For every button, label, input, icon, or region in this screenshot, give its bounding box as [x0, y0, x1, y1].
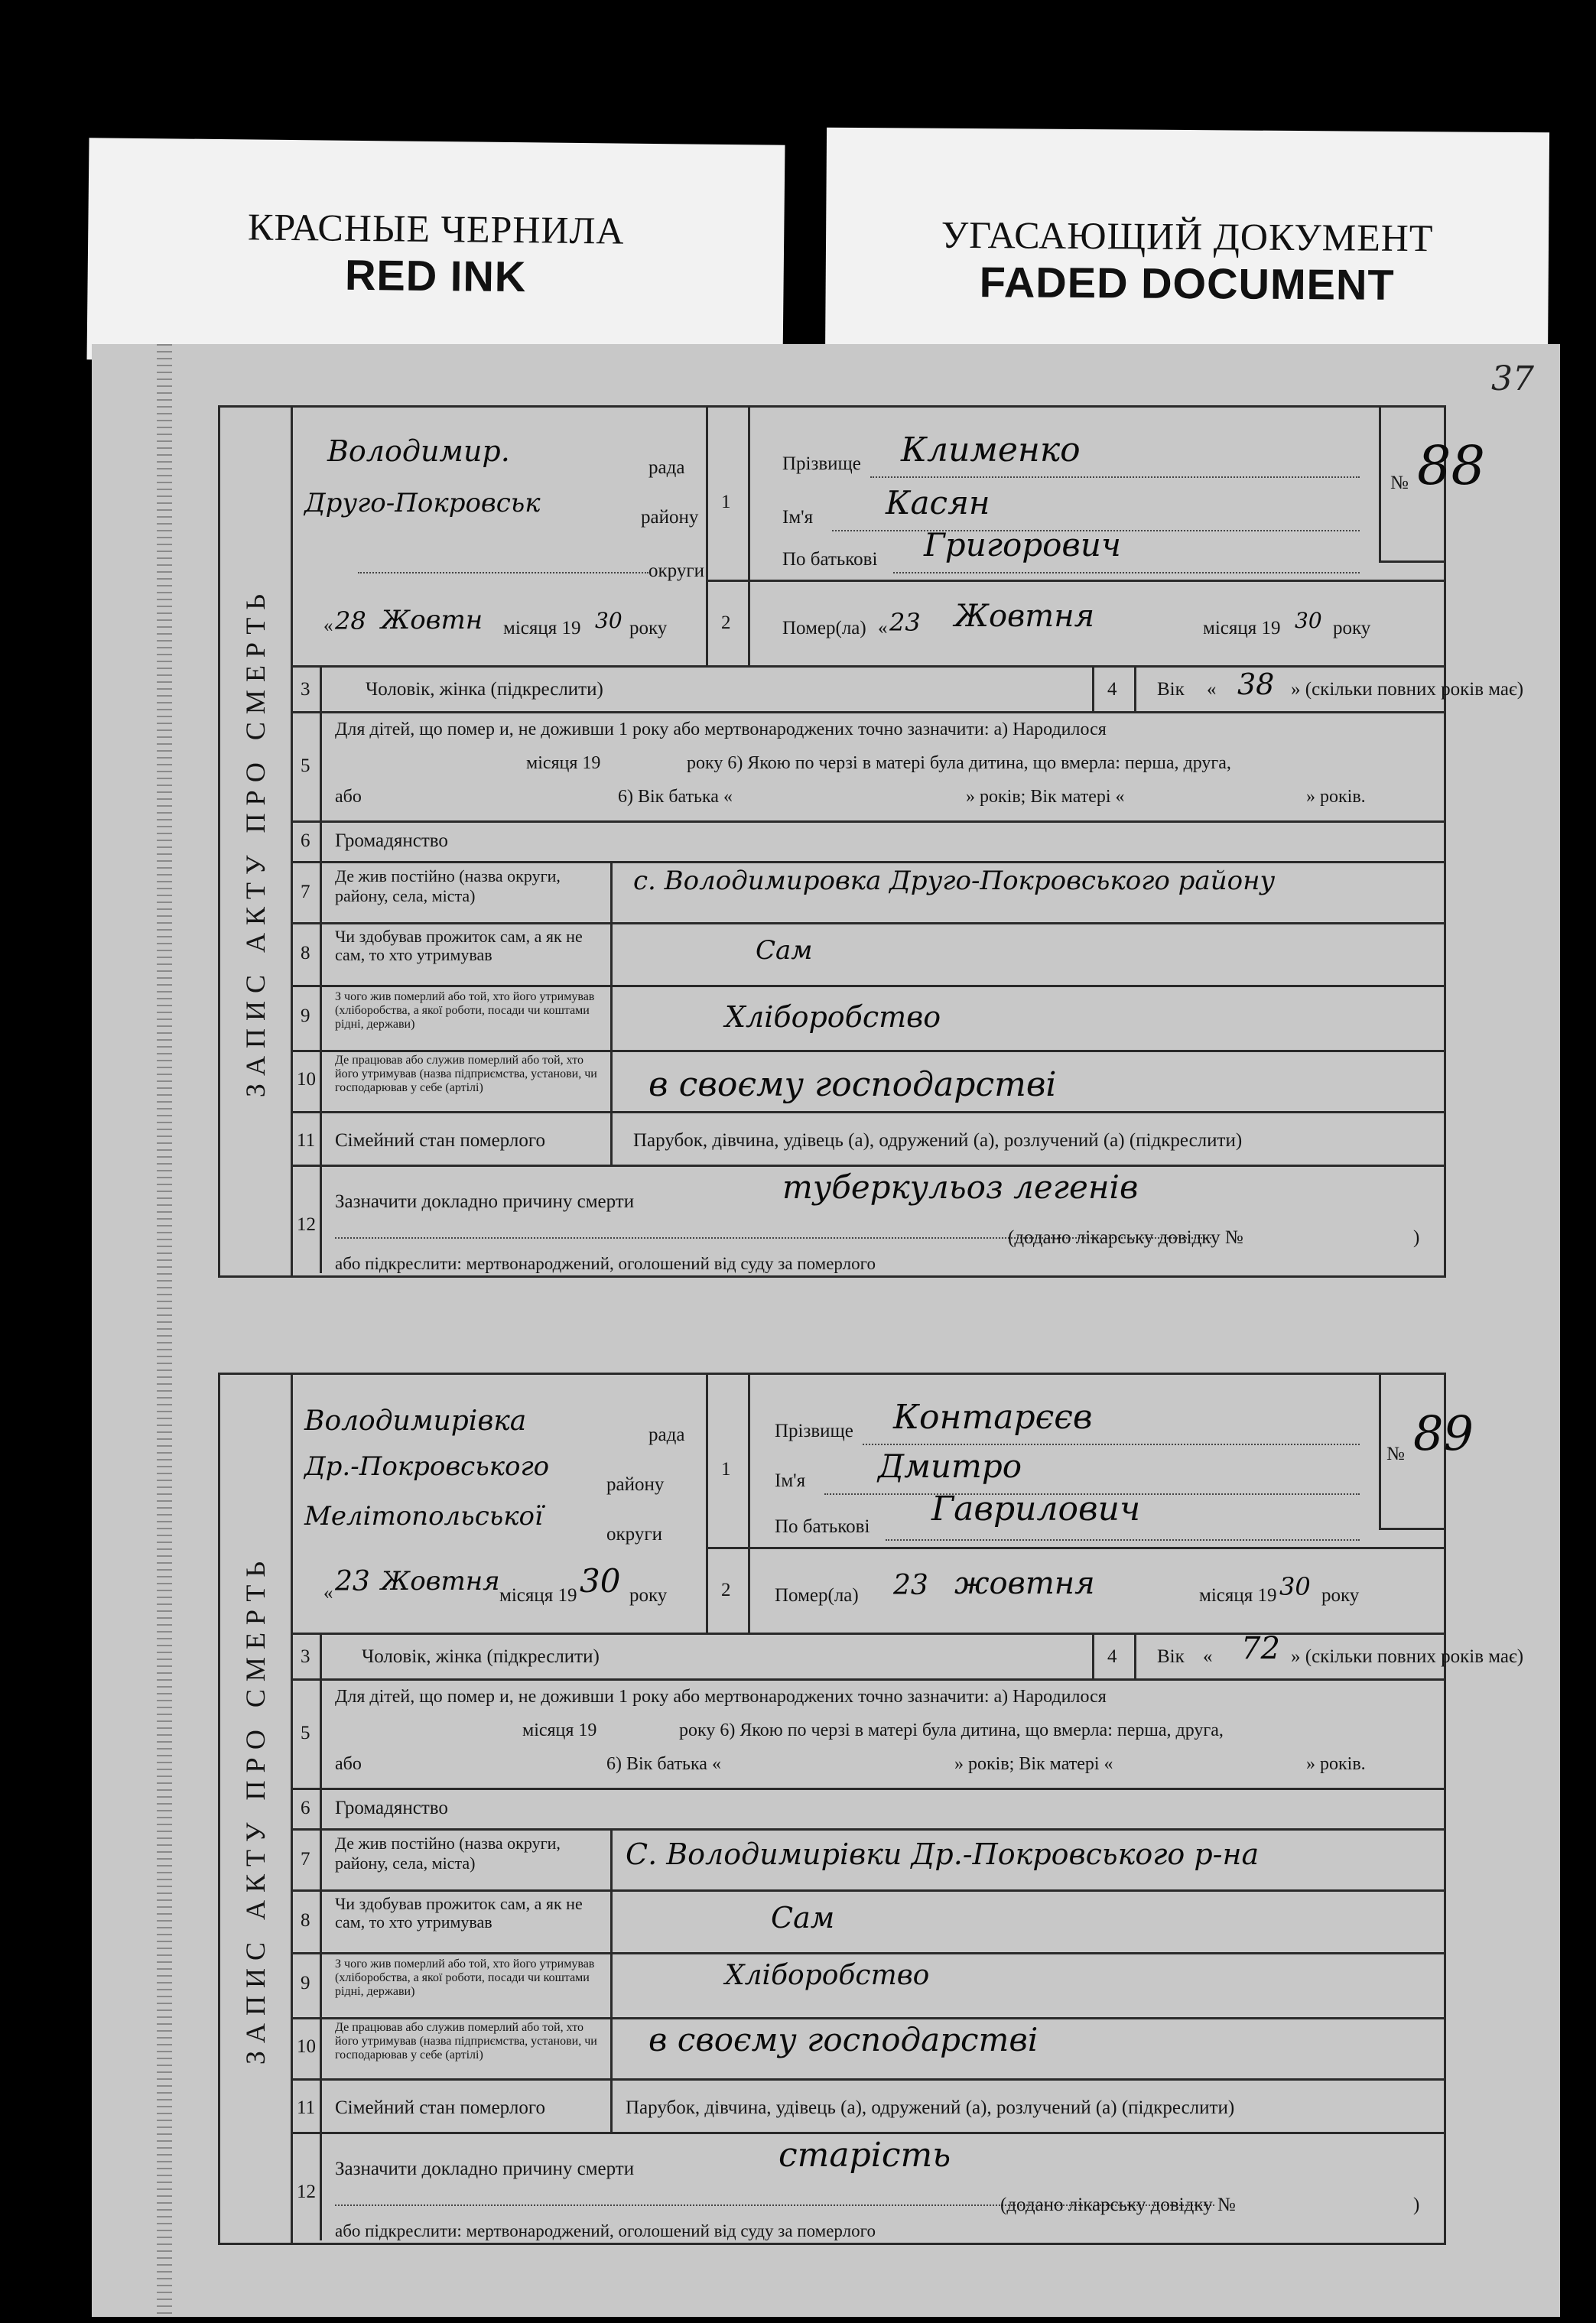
grid-line [748, 408, 750, 665]
dotted-fill-line [863, 1444, 1360, 1445]
death-record-1 [218, 405, 1524, 1278]
name-label: Ім'я [782, 507, 814, 528]
surname-label: Прізвище [782, 453, 861, 474]
form-text: Чи здобував прожиток сам, а як не сам, то хто утримував [335, 1894, 583, 1932]
age-value: 38 [1237, 668, 1275, 701]
row-number: 11 [297, 2097, 316, 2118]
grid-line [610, 861, 613, 1165]
row-number: 5 [301, 1723, 310, 1743]
rayon-value: Друго-Покровськ [304, 488, 541, 518]
form-text: » років. [1306, 787, 1366, 807]
grid-line [291, 1678, 1444, 1681]
form-text: округи [606, 1524, 662, 1545]
row-number: 4 [1107, 679, 1117, 700]
form-text: Для дітей, що помер и, не доживши 1 року або мертвонароджених точно зазначити: а) Народилося [335, 1687, 1107, 1707]
rada-value: Володимирівка [304, 1405, 527, 1437]
row-number: 8 [301, 943, 310, 963]
okrugy-label: округи [648, 560, 704, 581]
form-text: Чоловік, жінка (підкреслити) [362, 1646, 600, 1667]
grid-line [706, 580, 1444, 582]
page-number: 37 [1491, 359, 1534, 398]
grid-line [748, 1375, 750, 1633]
form-text: № [1386, 1444, 1405, 1464]
grid-line [291, 985, 1444, 987]
form-text: рада [648, 1425, 685, 1445]
form-text: Де жив постійно (назва округи, району, села, міста) [335, 866, 561, 905]
surname-value: Контарєєв [893, 1398, 1093, 1437]
row-number: 2 [721, 1580, 731, 1600]
form-text: Зазначити докладно причину смерти [335, 1191, 635, 1212]
form-text: 6) Вік батька « [606, 1754, 721, 1774]
death-day: 23 [893, 1570, 928, 1601]
form-text: « [323, 1583, 333, 1603]
form-text: (додано лікарську довідку № [1008, 1227, 1243, 1248]
grid-line [1379, 1528, 1444, 1530]
row-number: 1 [721, 492, 731, 512]
form-text: Парубок, дівчина, удівець (а), одружений (а), розлучений (а) (підкреслити) [633, 1130, 1243, 1151]
form-text: Помер(ла) [775, 1585, 859, 1606]
red-ink-label-en: RED INK [344, 250, 527, 301]
workplace-value: в своєму господарстві [648, 2021, 1039, 2058]
red-ink-label-ru: КРАСНЫЕ ЧЕРНИЛА [247, 205, 625, 252]
name-value: Дмитро [878, 1447, 1022, 1485]
row-number: 7 [301, 1849, 310, 1870]
row-number: 2 [721, 612, 731, 633]
grid-line [291, 1788, 1444, 1790]
rayon-value: Др.-Покровського [304, 1451, 550, 1482]
reg-month: Жовтня [381, 1566, 500, 1597]
grid-line [291, 2132, 1444, 2134]
grid-line [706, 1375, 708, 1633]
grid-line [291, 922, 1444, 924]
reg-month-label: місяця 19 [503, 618, 581, 638]
grid-line [291, 711, 1444, 713]
dotted-fill-line [886, 1539, 1360, 1541]
dotted-fill-line [870, 476, 1360, 478]
form-text: З чого жив померлий або той, хто його утримував (хліборобства, а якої роботи, посади чи коштами рідні, держави) [335, 1957, 595, 1998]
form-text: місяця 19 [499, 1585, 577, 1606]
death-year: 30 [1295, 608, 1322, 633]
rada-label: рада [648, 457, 685, 478]
reg-month: Жовтн [381, 605, 483, 635]
form-text: Сімейний стан померлого [335, 2097, 545, 2118]
form-text: « [323, 616, 333, 636]
form-text: місяця 19 [522, 1720, 597, 1740]
form-text: або підкреслити: мертвонароджений, оголошений від суду за померлого [335, 1254, 876, 1273]
form-text: Для дітей, що помер и, не доживши 1 року або мертвонароджених точно зазначити: а) Народилося [335, 720, 1107, 739]
age-value: 72 [1241, 1631, 1280, 1666]
grid-line [291, 2017, 1444, 2019]
row-number: 9 [301, 1973, 310, 1993]
grid-line [610, 1828, 613, 2132]
death-year: 30 [1279, 1572, 1311, 1601]
form-text: або підкреслити: мертвонароджений, оголошений від суду за померлого [335, 2221, 876, 2240]
row-number: 4 [1107, 1646, 1117, 1667]
grid-line [291, 1952, 1444, 1954]
grid-line [1379, 408, 1381, 560]
form-text: Де працював або служив померлий або той, хто його утримував (назва підприємства, установи, чи господарював у себе (артілі) [335, 2021, 597, 2061]
form-text: « [878, 618, 888, 638]
form-text: (додано лікарську довідку № [1000, 2195, 1236, 2215]
citizenship-label: Громадянство [335, 830, 448, 851]
form-text: місяця 19 [1199, 1585, 1277, 1606]
age-note: » (скільки повних років має) [1291, 679, 1524, 700]
cause-value: старість [778, 2136, 951, 2175]
occupation-value: Хліборобство [725, 1000, 941, 1034]
form-text: Зазначити докладно причину смерти [335, 2159, 635, 2179]
patronymic-label: По батькові [782, 549, 878, 570]
dotted-fill-line [893, 572, 1360, 573]
row-number: 11 [297, 1130, 316, 1151]
death-month-label: місяця 19 [1203, 618, 1281, 638]
form-text: або [335, 787, 362, 807]
name-value: Касян [886, 484, 990, 521]
provider-value: Сам [756, 935, 813, 966]
grid-line [291, 1828, 1444, 1831]
death-year-label: року [1333, 618, 1371, 638]
death-label: Помер(ла) [782, 618, 866, 638]
grid-line [291, 1165, 1444, 1167]
form-text: року 6) Якою по черзі в матері була дитина, що вмерла: перша, друга, [687, 753, 1231, 773]
faded-label-ru: УГАСАЮЩИЙ ДОКУМЕНТ [941, 213, 1434, 260]
form-text: Ім'я [775, 1470, 806, 1491]
form-text: Громадянство [335, 1798, 448, 1818]
faded-label-en: FADED DOCUMENT [979, 258, 1395, 309]
grid-line [291, 861, 1444, 863]
cause-value: туберкульоз легенів [782, 1168, 1139, 1206]
form-text: року [1321, 1585, 1360, 1606]
sex-label: Чоловік, жінка (підкреслити) [366, 679, 603, 700]
form-text: району [606, 1474, 665, 1495]
row-number: 10 [297, 2036, 316, 2057]
reg-year: 30 [595, 608, 622, 633]
grid-line [1092, 1633, 1094, 1678]
form-text: По батькові [775, 1516, 870, 1537]
number-label: № [1390, 473, 1409, 493]
death-day: 23 [889, 608, 921, 637]
death-month: Жовтня [954, 599, 1095, 634]
residence-value: С. Володимирівки Др.-Покровського р-на [626, 1837, 1260, 1871]
age-label: Вік [1157, 679, 1185, 700]
red-ink-tab [87, 138, 785, 367]
form-text: або [335, 1754, 362, 1774]
grid-line [320, 1633, 322, 2240]
form-text: 6) Вік батька « [618, 787, 733, 807]
workplace-value: в своєму господарстві [648, 1065, 1057, 1104]
rada-value: Володимир. [327, 434, 510, 468]
form-text: Парубок, дівчина, удівець (а), одружений (а), розлучений (а) (підкреслити) [626, 2097, 1235, 2118]
form-text: місяця 19 [526, 753, 601, 773]
row-number: 3 [301, 679, 310, 700]
grid-line [320, 665, 322, 1273]
grid-line [291, 1889, 1444, 1892]
grid-line [1092, 665, 1094, 711]
grid-line [706, 408, 708, 665]
form-text: ) [1413, 1227, 1420, 1248]
row-number: 3 [301, 1646, 310, 1667]
form-text: року [629, 1585, 668, 1606]
reg-day: 23 [335, 1566, 370, 1597]
row-number: 12 [297, 2182, 316, 2202]
grid-line [291, 820, 1444, 823]
form-text: Чи здобував прожиток сам, а як не сам, то хто утримував [335, 927, 583, 964]
record-number: 88 [1417, 434, 1486, 497]
form-text: « [1203, 1646, 1213, 1667]
binding-edge [157, 344, 172, 2317]
grid-line [291, 2078, 1444, 2081]
form-text: ) [1413, 2195, 1420, 2215]
row-number: 10 [297, 1069, 316, 1090]
form-text: Вік [1157, 1646, 1185, 1667]
reg-year-label: року [629, 618, 668, 638]
form-text: Сімейний стан померлого [335, 1130, 545, 1151]
form-text: » років; Вік матері « [966, 787, 1125, 807]
form-text: » років. [1306, 1754, 1366, 1774]
death-record-2 [218, 1373, 1524, 2245]
side-title: ЗАПИС АКТУ ПРО СМЕРТЬ [220, 408, 293, 1275]
grid-line [1134, 1633, 1136, 1678]
form-text: » років; Вік матері « [954, 1754, 1113, 1774]
faded-document-tab [825, 128, 1549, 370]
side-title: ЗАПИС АКТУ ПРО СМЕРТЬ [220, 1375, 293, 2243]
record-number: 89 [1413, 1405, 1474, 1461]
form-text: Де працював або служив померлий або той, хто його утримував (назва підприємства, установи, чи господарював у себе (артілі) [335, 1054, 597, 1094]
patronymic-value: Григорович [924, 526, 1122, 564]
form-text: Де жив постійно (назва округи, району, села, міста) [335, 1834, 561, 1873]
form-text: « [1207, 679, 1217, 700]
form-text: року 6) Якою по черзі в матері була дитина, що вмерла: перша, друга, [679, 1720, 1224, 1740]
row-number: 5 [301, 755, 310, 776]
grid-line [706, 1547, 1444, 1549]
okruga-value: Мелітопольської [304, 1501, 543, 1532]
row-number: 9 [301, 1006, 310, 1026]
patronymic-value: Гаврилович [931, 1490, 1141, 1529]
reg-year: 30 [580, 1562, 621, 1600]
death-month: жовтня [954, 1566, 1095, 1601]
grid-line [1379, 1375, 1381, 1528]
grid-line [291, 1111, 1444, 1113]
row-number: 6 [301, 1798, 310, 1818]
row-number: 7 [301, 882, 310, 902]
reg-day: 28 [335, 606, 366, 635]
grid-line [1134, 665, 1136, 711]
row-number: 12 [297, 1214, 316, 1235]
row-number: 1 [721, 1459, 731, 1480]
form-text: Прізвище [775, 1421, 853, 1441]
residence-value: с. Володимировка Друго-Покровського району [633, 866, 1276, 896]
form-text: З чого жив померлий або той, хто його утримував (хліборобства, а якої роботи, посади чи коштами рідні, держави) [335, 990, 595, 1031]
grid-line [1379, 560, 1444, 563]
row-number: 8 [301, 1910, 310, 1931]
rayon-label: району [641, 507, 699, 528]
row-number: 6 [301, 830, 310, 851]
provider-value: Сам [771, 1901, 835, 1935]
form-text: » (скільки повних років має) [1291, 1646, 1524, 1667]
occupation-value: Хліборобство [725, 1960, 930, 1991]
grid-line [291, 1050, 1444, 1052]
surname-value: Клименко [901, 430, 1081, 469]
dotted-fill-line [358, 572, 648, 573]
